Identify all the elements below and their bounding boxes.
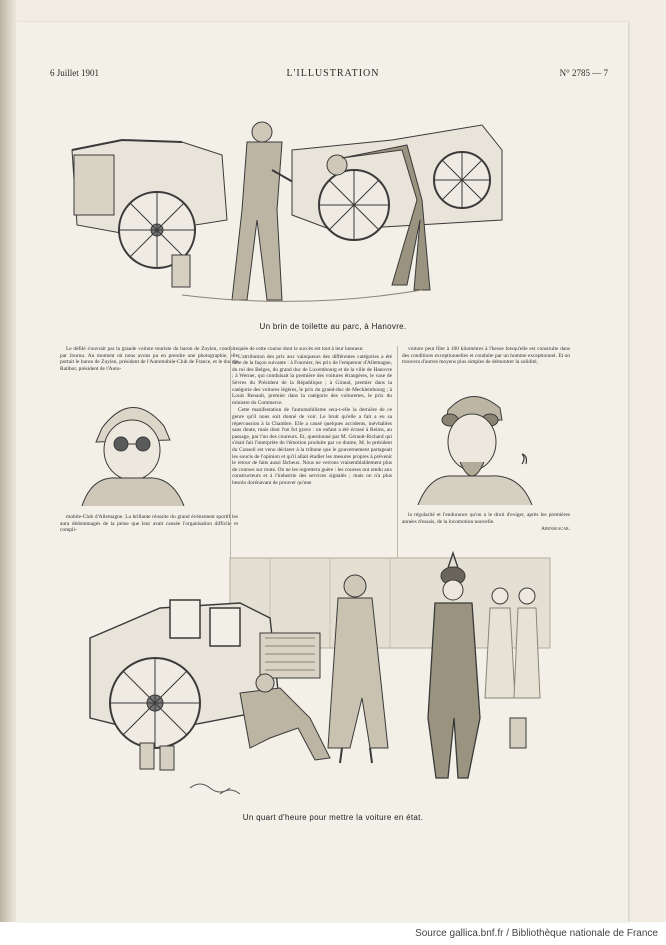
article-column-3-top bbox=[402, 346, 570, 367]
source-footer: Source gallica.bnf.fr / Bibliothèque nationale de France bbox=[415, 928, 658, 939]
article-paragraph: la régularité et l'endurance qu'on a le droit d'exiger, après les premières années d'essais, de la locomotion nouvelle. bbox=[402, 512, 570, 525]
article-paragraph: mobile-Club d'Allemagne. La brillante réussite du grand événement sportif les aura dédommagés de la peine que leur avait causée l'organisation difficile et compli- bbox=[60, 514, 238, 534]
article-column-1-bottom bbox=[60, 514, 238, 535]
top-caption: Un brin de toilette au parc, à Hanovre. bbox=[259, 322, 407, 331]
book-binding-edge bbox=[0, 0, 16, 922]
article-column-1-top bbox=[60, 346, 238, 373]
portrait-left bbox=[72, 388, 192, 506]
article-paragraph: voiture peut filer à 100 kilomètres à l'heure lorsqu'elle est construite dans des conditions exceptionnelles et conduite par un homme exceptionnel. Et on trouvera d'autres moyens plus simples de démontrer la solidité, bbox=[402, 346, 570, 366]
header-issue-page: N° 2785 — 7 bbox=[559, 68, 608, 78]
author-signature: Abenseacar. bbox=[540, 526, 570, 533]
bottom-caption: Un quart d'heure pour mettre la voiture en état. bbox=[242, 813, 424, 822]
article-paragraph: L'attribution des prix aux vainqueurs des différentes catégories a été faite de la façon suivante : à Fournier, les prix de l'empereur d'Allemagne, du roi des Belges, du grand duc de Luxembourg et de la ville de Hanovre ; à Werner, qui conduisait la première des voitures étrangères, le vase de Sèvres du Président de la République ; à Giraud, premier dans la catégorie des voitures légères, le prix du grand-duc de Mecklembourg ; à Louis Renault, premier dans la catégorie des voiturettes, le prix du ministre du Commerce. bbox=[232, 353, 392, 406]
header-date: 6 Juillet 1901 bbox=[50, 68, 99, 78]
portrait-right bbox=[410, 380, 540, 505]
header-title: L'ILLUSTRATION bbox=[286, 68, 380, 79]
article-column-3-bottom bbox=[402, 512, 570, 533]
article-paragraph: quée de cette course dont le succès est tout à leur honneur. bbox=[238, 346, 364, 352]
article-column-2 bbox=[232, 346, 392, 487]
article-paragraph: Le défilé s'ouvrait par la grande voiture touriste du baron de Zuylen, conduite par Journu. Au moment où nous avons pu en prendre une photographie, elle portait le baron de Zuylen, président de l'Automobile-Club de France, et le duc de Ratibor, président de l'Auto- bbox=[60, 346, 238, 372]
article-paragraph: Cette manifestation de l'automobilisme sera-t-elle la dernière de ce genre qu'il nous soit donné de voir. Le bruit qu'elle a fait a eu sa répercussion à la Chambre. Elle a causé quelques accidents, inévitables sans doute, mais dont l'un fut grave : un enfant a été écrasé à Reims, au passage, par l'un des coureurs. Et, questionné par M. Gérault-Richard qui s'était fait l'interprète de l'émotion produite par ce drame, M. le président du Conseil est venu déclarer à la tribune que le gouvernement partageait les soucis de l'opinion et qu'il allait étudier les mesures propres à prévenir le retour de faits aussi fâcheux. Nous ne verrons vraisemblablement plus de courses sur route. On ne les regrettera guère : les courses ont rendu aux constructeurs et à l'industrie des services signalés ; mais on n'a plus besoin dorénavant de prouver qu'une bbox=[232, 407, 393, 486]
column-divider bbox=[397, 346, 398, 558]
bottom-illustration bbox=[70, 548, 560, 810]
column-divider bbox=[230, 346, 231, 558]
top-illustration bbox=[62, 110, 532, 310]
